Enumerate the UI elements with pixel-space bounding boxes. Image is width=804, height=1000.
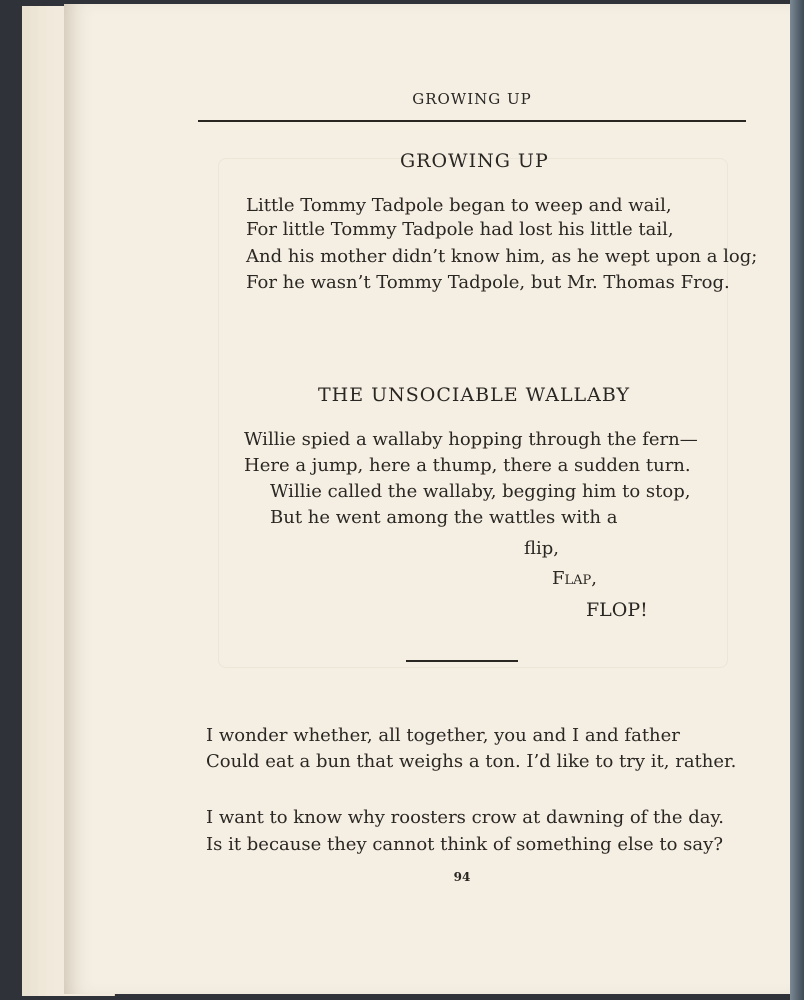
verse-word-flip: flip, bbox=[524, 538, 560, 559]
verse-line: Willie spied a wallaby hopping through the fern— bbox=[244, 429, 698, 450]
verse-line: I wonder whether, all together, you and I and father bbox=[206, 725, 680, 746]
verse-line: But he went among the wattles with a bbox=[270, 507, 618, 528]
verse-line: Little Tommy Tadpole began to weep and wail, bbox=[246, 195, 672, 216]
verse-line: For little Tommy Tadpole had lost his little tail, bbox=[246, 219, 674, 240]
section-divider bbox=[406, 660, 518, 662]
verse-line: Is it because they cannot think of something else to say? bbox=[206, 834, 723, 855]
header-rule bbox=[198, 120, 746, 122]
verse-line: Here a jump, here a thump, there a sudden turn. bbox=[244, 455, 691, 476]
book-cover-edge bbox=[790, 0, 804, 1000]
verse-line: And his mother didn’t know him, as he wept upon a log; bbox=[246, 246, 758, 267]
verse-line: Could eat a bun that weighs a ton. I’d like to try it, rather. bbox=[206, 751, 737, 772]
verse-line: For he wasn’t Tommy Tadpole, but Mr. Thomas Frog. bbox=[246, 272, 730, 293]
poem-title-unsociable-wallaby: THE UNSOCIABLE WALLABY bbox=[318, 384, 631, 406]
verse-word-flop: FLOP! bbox=[586, 599, 648, 621]
page-number: 94 bbox=[453, 870, 471, 884]
verse-line: I want to know why roosters crow at dawning of the day. bbox=[206, 807, 724, 828]
running-head: GROWING UP bbox=[412, 90, 532, 108]
verse-line: Willie called the wallaby, begging him to stop, bbox=[270, 481, 691, 502]
verse-word-flap: Flap, bbox=[552, 568, 597, 589]
poem-title-growing-up: GROWING UP bbox=[400, 150, 549, 172]
